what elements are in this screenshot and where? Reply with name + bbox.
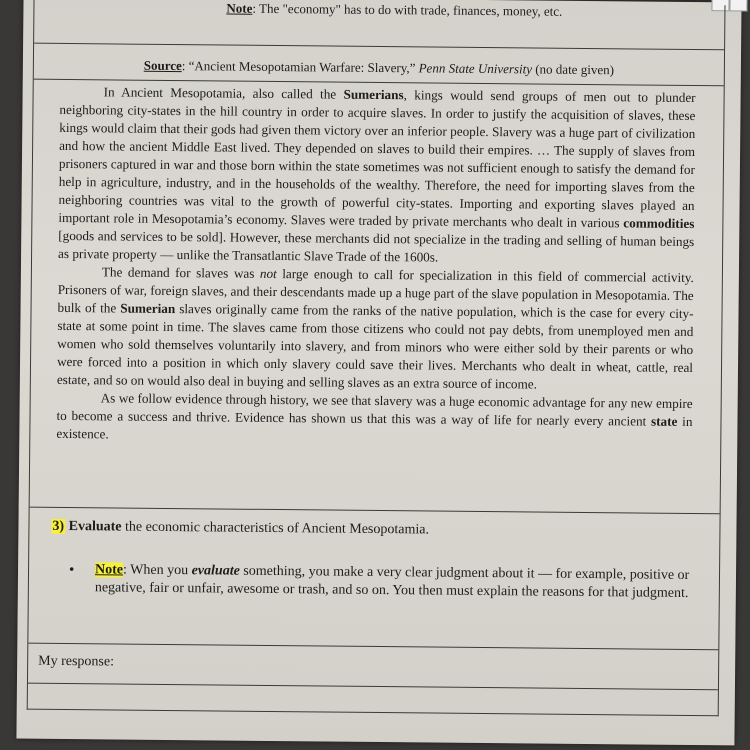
source-label: Source [143, 57, 182, 74]
evaluate-term: evaluate [191, 563, 240, 579]
source-publication: Penn State University [418, 60, 533, 77]
article-paragraph: As we follow evidence through history, we see that slavery was a huge economic advantage for any new empire to become a success and thrive. Evidence has shown us that this was a way of life for nearly every ancient state in existence. [56, 390, 693, 442]
article-paragraph: In Ancient Mesopotamia, also called the Sumerians, kings would send groups of men out to plunder neighboring city-states in the hill country in order to acquire slaves. In order to justify the acquisition of slaves, these kings would claim that their gods had given them victory over an inferior people. Slavery was a huge part of civilization and how the ancient Middle East lived. They depended on slaves to build their empires. … The supply of slaves from prisoners captured in war and those born within the state sometimes was not sufficient enough to satisfy the demand for help in agriculture, industry, and in the households of the wealthy. Therefore, the need for importing slaves from the neighboring countries was vital to the growth of powerful city-states. Importing and exporting slaves played an important role in Mesopotamia’s economy. Slaves were traded by private merchants who dealt in various commodities [goods and services to be sold]. However, these merchants did not specialize in the trading and selling of human beings as private property — unlike the Transatlantic Slave Trade of the 1600s. [58, 84, 696, 265]
source-citation [34, 57, 724, 80]
article-paragraph: The demand for slaves was not large enough to call for specialization in this field of commercial activity. Prisoners of war, foreign slaves, and their descendants made up a huge part of the slave population in Mesopotamia. The bulk of the Sumerian slaves originally came from the ranks of the native population, which is the case for every city-state at some point in time. The slaves came from those citizens who could not pay debts, from unemployed men and women who sold themselves voluntarily into slavery, and from minors who were either sold by their parents or who were forced into a position in which only slavery could save their lives. Merchants who dealt in wheat, cattle, real estate, and so on would also deal in buying and selling slaves as an extra source of income. [56, 264, 694, 392]
question-verb: Evaluate [68, 519, 122, 535]
article-text [56, 83, 695, 449]
note-label: Note [226, 0, 253, 16]
response-label: My response: [38, 653, 115, 670]
note-text: : The "economy" has to do with trade, finances, money, etc. [252, 0, 563, 19]
bullet-icon: • [68, 562, 75, 579]
corner-checkbox [729, 0, 747, 12]
economy-note [226, 1, 562, 20]
evaluate-note: • Note: When you evaluate something, you make a very clear judgment about it — for example, positive or negative, fair or unfair, awesome or trash, and so on. You then must explain the reasons for that judgment. [68, 562, 690, 601]
question-text: the economic characteristics of Ancient Mesopotamia. [121, 519, 430, 538]
divider [28, 643, 718, 651]
note-label: Note [94, 562, 124, 578]
divider [28, 683, 718, 691]
question-prompt [51, 519, 429, 539]
source-date: (no date given) [531, 61, 615, 78]
divider [30, 507, 720, 515]
divider [34, 43, 724, 51]
source-title: : “Ancient Mesopotamian Warfare: Slavery,” [181, 58, 419, 76]
worksheet-frame [27, 0, 726, 716]
worksheet-page [16, 0, 741, 745]
question-number: 3) [52, 518, 65, 534]
